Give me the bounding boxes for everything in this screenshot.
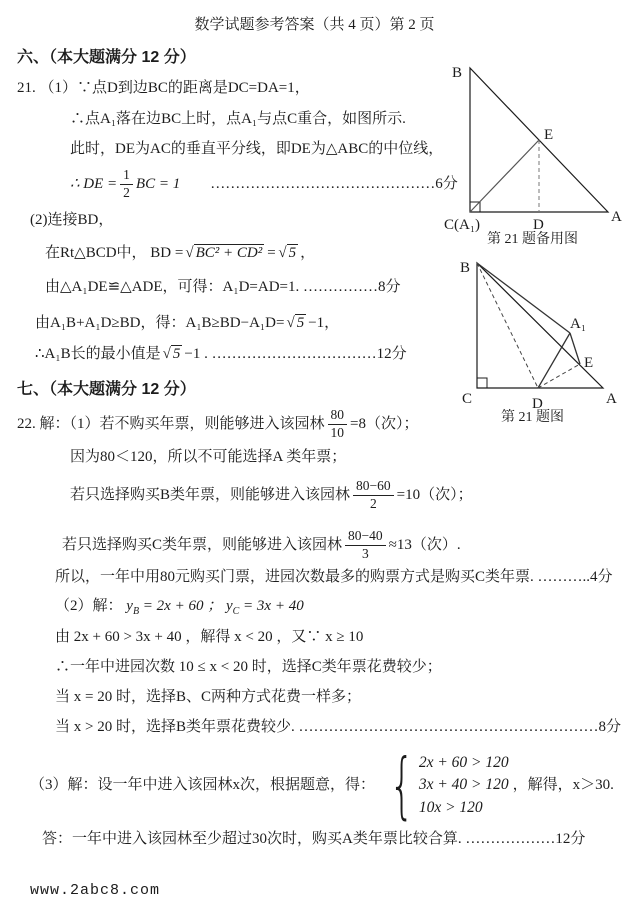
equals-sign: =	[266, 244, 277, 261]
eq-yb: = 2x + 60 ；	[139, 598, 226, 614]
q21-bc-expr: BC = 1	[135, 175, 181, 192]
score-dots-12: −1 . ……………………………12分	[184, 345, 407, 362]
footer-url: www.2abc8.com	[30, 882, 161, 899]
q21-line-5: (2)连接BD，	[30, 212, 114, 228]
q21-ineq-pre: 由A₁B+A₁D≥BD，得：A₁B≥BD−A₁D=	[35, 314, 285, 331]
section-6-heading: 六、（本大题满分 12 分）	[17, 49, 196, 66]
q21-line-8	[35, 310, 339, 336]
q22-pass-c-text: 若只选择购买C类年票，则能够进入该园林	[62, 536, 343, 553]
q21-bd-pre: 在Rt△BCD中， BD =	[45, 244, 184, 261]
radical-5: √ 5	[162, 345, 181, 362]
segment-ce	[470, 140, 539, 212]
score-dots-6: ………………………………………6分	[210, 175, 458, 192]
segment-d-a1	[538, 333, 570, 388]
q21-ineq-end: −1，	[308, 314, 340, 331]
system-eq-1: 2x + 60 > 120	[418, 753, 509, 771]
q22-line-2: 因为80＜120，所以不可能选择A 类年票；	[70, 449, 347, 465]
page-title: 数学试题参考答案（共 4 页）第 2 页	[194, 17, 435, 33]
figure-2-caption: 第 21 题图	[501, 410, 564, 425]
q22-part2-label: （2）解：	[55, 598, 127, 614]
q22-line-5: 所以，一年中用80元购买门票，进园次数最多的购票方式是购买C类年票. ………..4分	[55, 569, 613, 585]
q22-result-13: ≈13（次）.	[388, 536, 461, 553]
var-y: y	[225, 598, 233, 614]
q22-no-pass-text: 22. 解：（1）若不购买年票，则能够进入该园林	[17, 415, 325, 432]
radical-bc2-cd2: √ BC² + CD²	[185, 244, 263, 261]
q22-line-8: ∴一年中进园次数 10 ≤ x < 20 时，选择C类年票花费较少；	[55, 659, 442, 675]
q22-result-8: =8（次）；	[350, 415, 419, 432]
q22-solve-result: ，解得，x＞30.	[512, 776, 614, 793]
label-a: A	[606, 391, 617, 407]
label-c: C	[462, 391, 473, 407]
q21-line-4	[70, 165, 458, 203]
fraction-80-40-3: $\frac{80-40}{3}$	[345, 528, 386, 561]
label-a: A	[611, 209, 622, 225]
system-eq-2: 3x + 40 > 120	[418, 776, 509, 794]
figure-21-spare-diagram	[440, 55, 625, 250]
system-eq-3: 10x > 120	[418, 798, 483, 816]
q21-line-9	[35, 341, 407, 367]
label-e: E	[584, 355, 594, 371]
q22-part3-text: （3）解：设一年中进入该园林x次，根据题意，得：	[30, 776, 376, 793]
inequality-system	[379, 742, 509, 827]
label-a1: A₁	[570, 316, 587, 332]
q21-line-1: 21. （1）∵点D到边BC的距离是DC=DA=1，	[17, 80, 310, 96]
q22-result-10: =10（次）；	[396, 486, 473, 503]
sub-b: B	[132, 606, 140, 617]
label-e: E	[544, 127, 554, 143]
q21-de-expr: ∴ DE =	[70, 175, 118, 192]
fraction-80-10: $\frac{80}{10}$	[328, 407, 348, 440]
label-d: D	[532, 396, 543, 412]
segment-a1-e	[570, 333, 580, 364]
q21-line-2: ∴点A₁落在边BC上时，点A₁与点C重合，如图所示.	[70, 111, 406, 127]
q22-line-11	[30, 742, 614, 827]
radical-5: √ 5	[278, 244, 297, 261]
label-b: B	[452, 65, 463, 81]
fraction-1-2: $\frac{1}{2}$	[120, 167, 133, 200]
q22-line-12: 答：一年中进入该园林至少超过30次时，购买A类年票比较合算. ………………12分	[42, 831, 586, 847]
q22-line-3	[70, 474, 473, 516]
q22-line-6	[55, 597, 304, 619]
var-y: y	[126, 598, 133, 614]
segment-b-a1	[477, 263, 570, 333]
q21-min-pre: ∴A₁B长的最小值是	[35, 345, 161, 362]
segment-bd-dashed	[477, 263, 538, 388]
q22-line-10: 当 x > 20 时，选择B类年票花费较少. ……………………………………………………8分	[55, 719, 621, 735]
eq-yc: = 3x + 40	[239, 598, 304, 614]
q22-line-9: 当 x = 20 时，选择B、C两种方式花费一样多；	[55, 689, 361, 705]
figure-21-main-diagram	[440, 250, 625, 425]
q22-line-4	[62, 524, 461, 566]
sub-c: C	[232, 606, 240, 617]
system-brace: {	[389, 742, 415, 827]
q21-line-7: 由△A₁DE≌△ADE，可得：A₁D=AD=1. ……………8分	[45, 279, 401, 295]
q21-line-6	[45, 238, 315, 268]
label-b: B	[460, 260, 471, 276]
comma: ，	[300, 244, 316, 261]
q22-line-7: 由 2x + 60 > 3x + 40 ，解得 x < 20 ，又∵ x ≥ 10	[55, 629, 364, 645]
section-7-heading: 七、（本大题满分 12 分）	[17, 381, 196, 398]
radical-5: √ 5	[286, 314, 305, 331]
q21-line-3: 此时，DE为AC的垂直平分线，即DE为△ABC的中位线，	[70, 141, 444, 157]
fraction-80-60-2: $\frac{80-60}{2}$	[353, 478, 394, 511]
q22-pass-b-text: 若只选择购买B类年票，则能够进入该园林	[70, 486, 351, 503]
q22-line-1	[17, 404, 418, 444]
label-d: D	[533, 217, 544, 233]
label-c-a1: C(A₁)	[444, 217, 481, 233]
right-angle-mark	[477, 378, 487, 388]
figure-1-caption: 第 21 题备用图	[487, 232, 578, 247]
